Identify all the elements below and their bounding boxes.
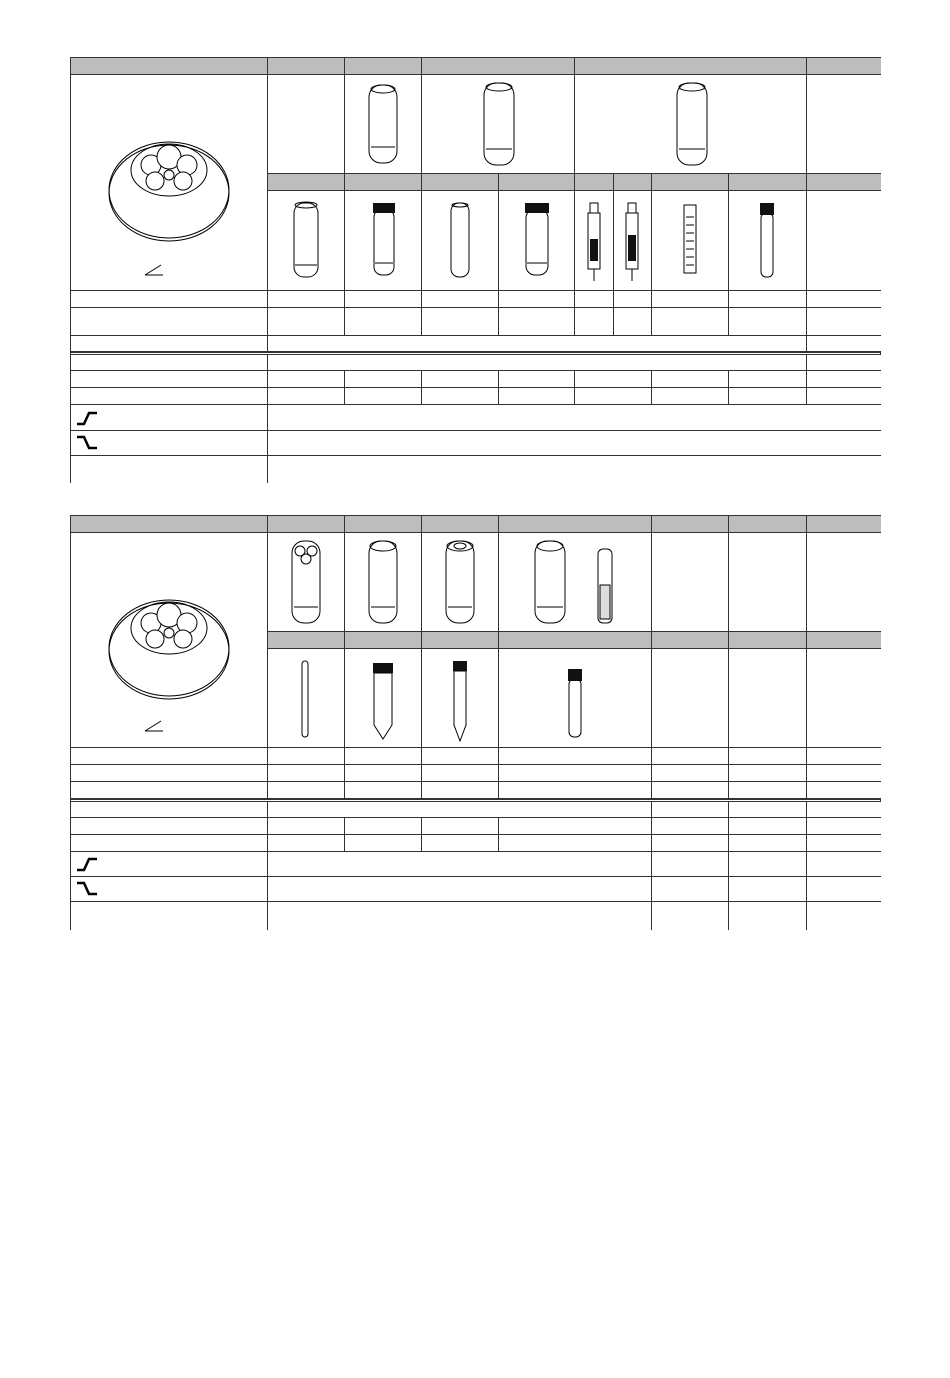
value-cell xyxy=(345,818,422,835)
screw-cap-tube-icon xyxy=(499,191,574,290)
value-cell xyxy=(807,802,881,818)
header-cell xyxy=(575,58,807,75)
value-cell-wide xyxy=(268,456,881,483)
subheader-cell xyxy=(268,174,345,191)
subheader-cell xyxy=(729,632,807,649)
adapter-cell-empty xyxy=(729,533,807,632)
value-cell xyxy=(268,388,345,405)
bucket-icon xyxy=(422,75,574,173)
value-cell xyxy=(729,835,807,852)
tube-cell xyxy=(345,191,422,291)
tube-cell xyxy=(729,191,807,291)
acceleration-icon xyxy=(71,405,101,430)
value-cell xyxy=(729,818,807,835)
value-cell-wide xyxy=(268,336,807,352)
conical-tube-icon xyxy=(345,649,421,747)
acceleration-label-cell xyxy=(71,405,268,431)
header-cell xyxy=(268,58,345,75)
deceleration-label-cell xyxy=(71,877,268,902)
tube-cell-empty xyxy=(807,191,881,291)
header-cell xyxy=(345,58,422,75)
subheader-cell xyxy=(652,174,729,191)
value-cell xyxy=(652,371,729,388)
value-cell xyxy=(729,291,807,308)
rotor-table-2 xyxy=(70,515,881,930)
conical-tube-icon xyxy=(422,649,498,747)
row-label-cell xyxy=(71,902,268,930)
tube-cell xyxy=(499,191,575,291)
value-cell xyxy=(807,765,881,782)
rotor-image-cell xyxy=(71,75,268,291)
value-cell-wide xyxy=(268,852,652,877)
value-cell xyxy=(807,371,881,388)
value-cell xyxy=(422,835,499,852)
deceleration-icon xyxy=(71,877,101,901)
value-cell xyxy=(652,765,729,782)
value-cell xyxy=(807,388,881,405)
value-cell xyxy=(345,291,422,308)
value-cell xyxy=(268,782,345,799)
subheader-cell xyxy=(729,174,807,191)
value-cell xyxy=(499,818,652,835)
row-label-cell xyxy=(71,802,268,818)
value-cell xyxy=(422,388,499,405)
value-cell xyxy=(729,308,807,336)
row-label-cell xyxy=(71,748,268,765)
value-cell xyxy=(345,782,422,799)
value-cell xyxy=(499,291,575,308)
value-cell xyxy=(345,835,422,852)
tube-cell xyxy=(652,191,729,291)
value-cell xyxy=(652,748,729,765)
value-cell xyxy=(499,748,652,765)
bucket-with-tube-icon xyxy=(499,533,651,631)
value-cell xyxy=(268,748,345,765)
subheader-cell xyxy=(422,174,499,191)
tube-cell xyxy=(499,649,652,748)
value-cell xyxy=(268,765,345,782)
capped-tube-icon xyxy=(729,191,806,290)
adapter-cell xyxy=(575,75,807,174)
subheader-cell xyxy=(807,632,881,649)
adapter-cell-empty xyxy=(807,75,881,174)
tube-cell xyxy=(268,191,345,291)
value-cell xyxy=(652,308,729,336)
value-cell xyxy=(652,782,729,799)
deceleration-label-cell xyxy=(71,431,268,456)
round-tube-icon xyxy=(422,191,498,290)
row-label-cell xyxy=(71,782,268,799)
syringe-tube-icon xyxy=(614,191,651,290)
subheader-cell xyxy=(499,174,575,191)
tube-cell xyxy=(345,649,422,748)
value-cell xyxy=(807,902,881,930)
value-cell xyxy=(729,802,807,818)
subheader-cell xyxy=(345,632,422,649)
value-cell xyxy=(807,782,881,799)
row-label-cell xyxy=(71,818,268,835)
row-label-cell xyxy=(71,835,268,852)
row-label-cell xyxy=(71,308,268,336)
value-cell xyxy=(807,748,881,765)
value-cell xyxy=(807,852,881,877)
value-cell xyxy=(575,308,614,336)
value-cell xyxy=(652,852,729,877)
tube-cell xyxy=(614,191,652,291)
value-cell xyxy=(807,308,881,336)
value-cell xyxy=(499,765,652,782)
value-cell xyxy=(499,308,575,336)
value-cell xyxy=(268,835,345,852)
value-cell xyxy=(729,765,807,782)
graduated-tube-icon xyxy=(652,191,728,290)
row-label-cell xyxy=(71,456,268,483)
acceleration-label-cell xyxy=(71,852,268,877)
subheader-cell xyxy=(575,174,614,191)
value-cell xyxy=(729,852,807,877)
rotor-table-1 xyxy=(70,57,881,483)
header-cell xyxy=(422,58,575,75)
bucket-icon xyxy=(575,75,806,173)
deceleration-icon xyxy=(71,431,101,455)
adapter-cell-empty xyxy=(807,533,881,632)
value-cell xyxy=(652,802,729,818)
value-cell xyxy=(807,835,881,852)
value-cell xyxy=(652,835,729,852)
value-cell xyxy=(499,782,652,799)
value-cell xyxy=(807,355,881,371)
tube-cell-empty xyxy=(729,649,807,748)
header-cell xyxy=(71,516,268,533)
value-cell xyxy=(575,291,614,308)
value-cell xyxy=(729,388,807,405)
adapter-cell xyxy=(268,533,345,632)
value-cell xyxy=(652,877,729,902)
tube-cell xyxy=(422,191,499,291)
value-cell xyxy=(499,388,575,405)
value-cell xyxy=(729,782,807,799)
subheader-cell xyxy=(614,174,652,191)
header-cell xyxy=(499,516,652,533)
value-cell xyxy=(422,818,499,835)
value-cell xyxy=(575,371,652,388)
value-cell xyxy=(729,371,807,388)
capped-tube-icon xyxy=(499,649,651,747)
value-cell xyxy=(345,371,422,388)
tube-cell xyxy=(422,649,499,748)
subheader-cell xyxy=(652,632,729,649)
value-cell-wide xyxy=(268,802,652,818)
header-cell xyxy=(268,516,345,533)
value-cell xyxy=(345,748,422,765)
tube-cell xyxy=(268,649,345,748)
header-cell xyxy=(71,58,268,75)
value-cell xyxy=(422,291,499,308)
tube-cell-empty xyxy=(652,649,729,748)
subheader-cell xyxy=(422,632,499,649)
header-cell xyxy=(345,516,422,533)
adapter-cell-empty xyxy=(652,533,729,632)
row-label-cell xyxy=(71,336,268,352)
subheader-cell xyxy=(268,632,345,649)
adapter-cell xyxy=(345,75,422,174)
row-label-cell xyxy=(71,371,268,388)
value-cell xyxy=(345,765,422,782)
header-cell xyxy=(422,516,499,533)
value-cell-wide xyxy=(268,877,652,902)
value-cell xyxy=(652,902,729,930)
adapter-cell-empty xyxy=(268,75,345,174)
value-cell xyxy=(575,388,652,405)
value-cell xyxy=(729,902,807,930)
subheader-cell xyxy=(807,174,881,191)
tube-cell-empty xyxy=(807,649,881,748)
value-cell xyxy=(268,371,345,388)
value-cell-wide xyxy=(268,405,881,431)
value-cell xyxy=(499,835,652,852)
screw-cap-tube-icon xyxy=(345,191,421,290)
value-cell xyxy=(268,291,345,308)
subheader-cell xyxy=(345,174,422,191)
row-label-cell xyxy=(71,765,268,782)
value-cell-wide xyxy=(268,902,652,930)
round-tube-icon xyxy=(268,191,344,290)
thin-tube-icon xyxy=(268,649,344,747)
value-cell xyxy=(499,371,575,388)
value-cell xyxy=(422,765,499,782)
value-cell-wide xyxy=(268,355,807,371)
value-cell xyxy=(652,818,729,835)
value-cell xyxy=(422,748,499,765)
swing-out-rotor-icon xyxy=(71,533,267,747)
value-cell xyxy=(614,291,652,308)
acceleration-icon xyxy=(71,852,101,876)
value-cell xyxy=(729,877,807,902)
tube-cell xyxy=(575,191,614,291)
subheader-cell xyxy=(499,632,652,649)
bucket-icon xyxy=(345,533,421,631)
syringe-tube-icon xyxy=(575,191,613,290)
bucket-icon xyxy=(345,75,421,173)
adapter-cell xyxy=(345,533,422,632)
value-cell-wide xyxy=(268,431,881,456)
row-label-cell xyxy=(71,388,268,405)
header-cell xyxy=(807,516,881,533)
value-cell xyxy=(729,748,807,765)
value-cell xyxy=(807,818,881,835)
multi-well-bucket-icon xyxy=(268,533,344,631)
value-cell xyxy=(268,818,345,835)
header-cell xyxy=(807,58,881,75)
adapter-cell xyxy=(499,533,652,632)
value-cell xyxy=(652,388,729,405)
value-cell xyxy=(614,308,652,336)
value-cell xyxy=(345,308,422,336)
swing-out-rotor-icon xyxy=(71,75,267,290)
adapter-cell xyxy=(422,75,575,174)
row-label-cell xyxy=(71,291,268,308)
value-cell xyxy=(422,371,499,388)
value-cell xyxy=(652,291,729,308)
value-cell xyxy=(422,782,499,799)
value-cell xyxy=(807,336,881,352)
row-label-cell xyxy=(71,355,268,371)
rotor-image-cell xyxy=(71,533,268,748)
header-cell xyxy=(652,516,729,533)
header-cell xyxy=(729,516,807,533)
value-cell xyxy=(345,388,422,405)
value-cell xyxy=(422,308,499,336)
ring-bucket-icon xyxy=(422,533,498,631)
adapter-cell xyxy=(422,533,499,632)
value-cell xyxy=(268,308,345,336)
value-cell xyxy=(807,291,881,308)
value-cell xyxy=(807,877,881,902)
